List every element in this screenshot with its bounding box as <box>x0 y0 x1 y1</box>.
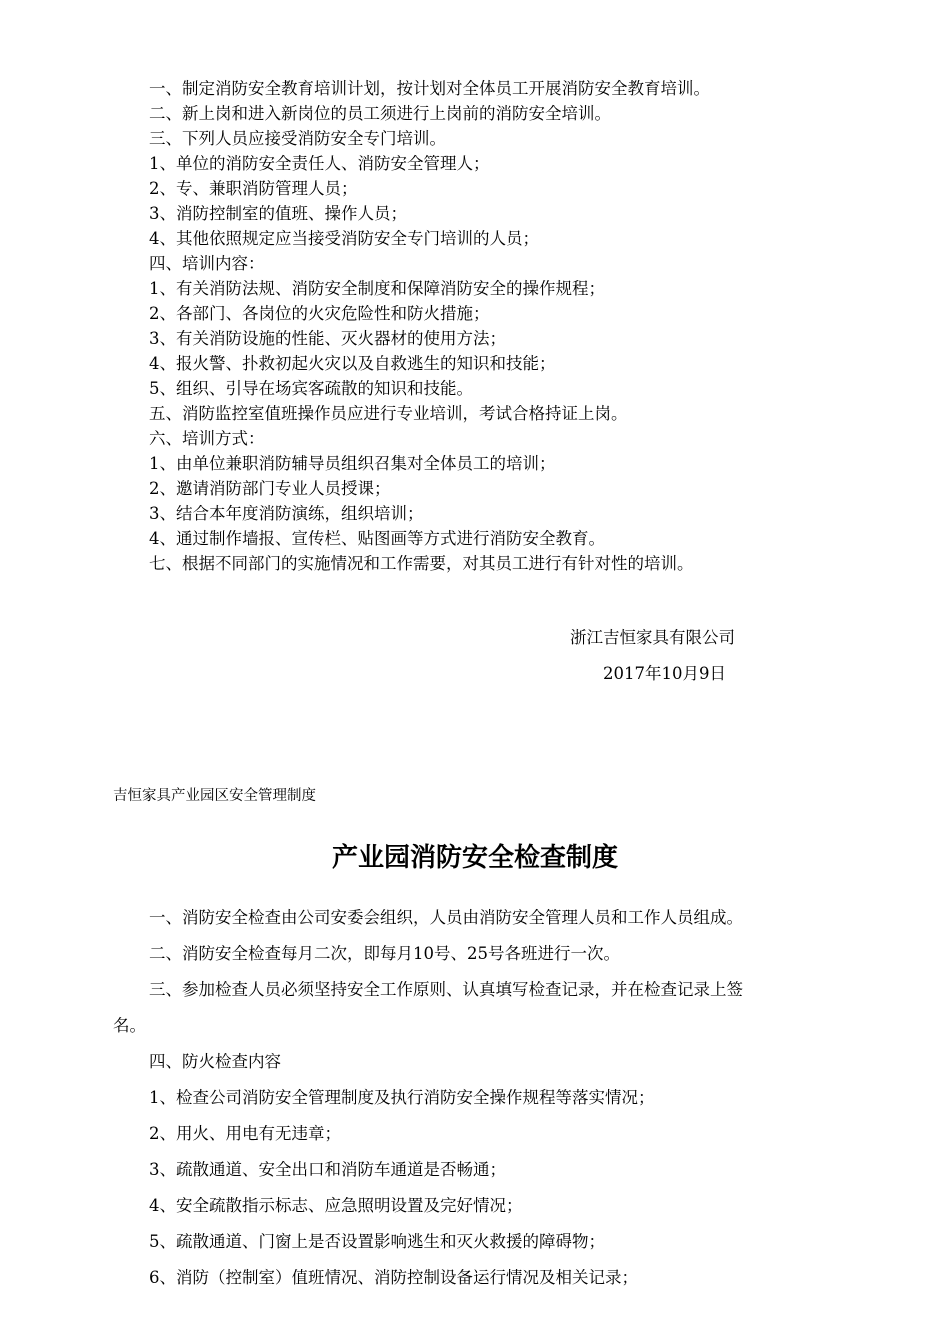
training-line-12: 4、报火警、扑救初起火灾以及自救逃生的知识和技能； <box>149 354 556 373</box>
training-line-5: 2、专、兼职消防管理人员； <box>149 179 358 198</box>
signature-date: 2017年10月9日 <box>603 664 726 683</box>
inspection-line-10: 5、疏散通道、门窗上是否设置影响逃生和灭火救援的障碍物； <box>149 1232 605 1251</box>
inspection-line-3: 三、参加检查人员必须坚持安全工作原则、认真填写检查记录，并在检查记录上签 <box>149 980 743 999</box>
training-line-11: 3、有关消防设施的性能、灭火器材的使用方法； <box>149 329 506 348</box>
inspection-line-4: 名。 <box>113 1016 146 1035</box>
training-line-15: 六、培训方式： <box>149 429 265 448</box>
training-line-2: 二、新上岗和进入新岗位的员工须进行上岗前的消防安全培训。 <box>149 104 611 123</box>
inspection-line-1: 一、消防安全检查由公司安委会组织，人员由消防安全管理人员和工作人员组成。 <box>149 908 743 927</box>
training-line-16: 1、由单位兼职消防辅导员组织召集对全体员工的培训； <box>149 454 556 473</box>
training-line-8: 四、培训内容： <box>149 254 265 273</box>
inspection-line-7: 2、用火、用电有无违章； <box>149 1124 341 1143</box>
inspection-line-6: 1、检查公司消防安全管理制度及执行消防安全操作规程等落实情况； <box>149 1088 655 1107</box>
training-line-18: 3、结合本年度消防演练，组织培训； <box>149 504 424 523</box>
training-line-7: 4、其他依照规定应当接受消防安全专门培训的人员； <box>149 229 539 248</box>
inspection-line-5: 四、防火检查内容 <box>149 1052 281 1071</box>
training-line-1: 一、制定消防安全教育培训计划，按计划对全体员工开展消防安全教育培训。 <box>149 79 710 98</box>
training-line-9: 1、有关消防法规、消防安全制度和保障消防安全的操作规程； <box>149 279 605 298</box>
training-line-20: 七、根据不同部门的实施情况和工作需要，对其员工进行有针对性的培训。 <box>149 554 694 573</box>
training-line-3: 三、下列人员应接受消防安全专门培训。 <box>149 129 446 148</box>
training-line-6: 3、消防控制室的值班、操作人员； <box>149 204 407 223</box>
document-header: 吉恒家具产业园区安全管理制度 <box>113 788 316 804</box>
training-line-13: 5、组织、引导在场宾客疏散的知识和技能。 <box>149 379 473 398</box>
training-line-14: 五、消防监控室值班操作员应进行专业培训，考试合格持证上岗。 <box>149 404 628 423</box>
signature-company: 浙江吉恒家具有限公司 <box>570 628 735 647</box>
training-line-19: 4、通过制作墙报、宣传栏、贴图画等方式进行消防安全教育。 <box>149 529 605 548</box>
inspection-line-11: 6、消防（控制室）值班情况、消防控制设备运行情况及相关记录； <box>149 1268 638 1287</box>
training-line-17: 2、邀请消防部门专业人员授课； <box>149 479 391 498</box>
inspection-line-9: 4、安全疏散指示标志、应急照明设置及完好情况； <box>149 1196 523 1215</box>
inspection-line-8: 3、疏散通道、安全出口和消防车通道是否畅通； <box>149 1160 506 1179</box>
training-line-10: 2、各部门、各岗位的火灾危险性和防火措施； <box>149 304 490 323</box>
inspection-line-2: 二、消防安全检查每月二次，即每月10号、25号各班进行一次。 <box>149 944 620 963</box>
page-title: 产业园消防安全检查制度 <box>331 843 618 873</box>
training-line-4: 1、单位的消防安全责任人、消防安全管理人； <box>149 154 490 173</box>
